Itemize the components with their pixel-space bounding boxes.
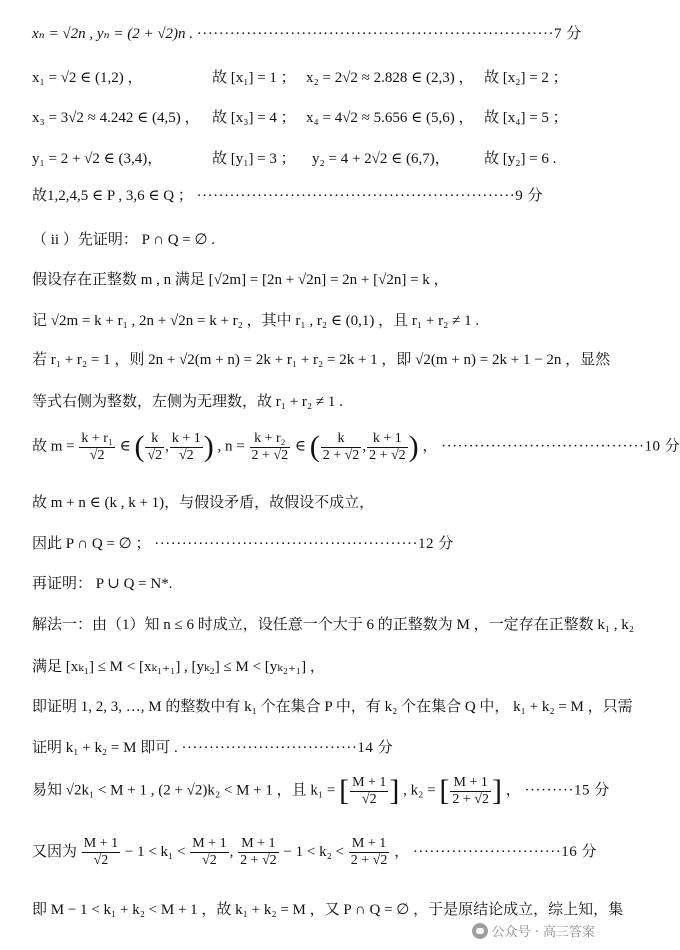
inequality-k2: − 1 < k₂ < — [283, 843, 345, 860]
x3-value: x₃ = 3√2 ≈ 4.242 ∈ (4,5) ， — [32, 110, 200, 126]
line-8 — [32, 309, 591, 330]
assumption-statement: 假设存在正整数 m , n 满足 [√2m] = [2n + √2n] = 2n + [√2n] = k ， — [32, 272, 449, 288]
k2-label: , k₂ = — [403, 782, 436, 799]
fraction-numerator: M + 1 — [453, 774, 488, 790]
fraction-numerator: k — [151, 430, 159, 446]
wechat-icon — [472, 923, 488, 939]
method-one-intro: 解法一：由（1）知 n ≤ 6 时成立，设任意一个大于 6 的正整数为 M ，一定存在正整数 k₁ , k₂ — [32, 617, 635, 633]
x3-floor: 故 [x₃] = 4 ； — [212, 110, 296, 126]
fraction-numerator: k + 1 — [372, 430, 402, 446]
line-18 — [32, 736, 591, 757]
fraction-numerator: M + 1 — [241, 836, 276, 851]
goal-statement: 证明 k₁ + k₂ = M 即可 . — [32, 740, 178, 756]
fraction-lower-bound-n — [321, 431, 362, 464]
x2-floor: 故 [x₂] = 2 ； — [484, 70, 568, 86]
fraction-numerator: k + 1 — [171, 430, 201, 446]
line-11: 故 m = $\frac{\text{k + r₁}}{√2}$ ∈ ( $\frac{k}{√2}$ , $\frac{k + 1}{√2}$ ) , n = $\frac{\text{k + r₂}}{2 + √2}$ ∈ ( $\frac{k}{2 + √2}$ , $\frac{k + 1}{2 + √2}$ ) ， ·····································10 分 — [32, 430, 680, 463]
fraction-denominator: √2 — [82, 852, 120, 869]
fraction-denominator: 2 + √2 — [452, 791, 489, 807]
x1-value: x₁ = √2 ∈ (1,2) ， — [32, 70, 143, 86]
since-label: 又因为 — [32, 843, 78, 860]
row-y1-y2 — [0, 147, 605, 169]
fraction-denominator: √2 — [190, 852, 228, 869]
line-16 — [32, 655, 591, 676]
contradiction-statement: 故 m + n ∈ (k , k + 1)，与假设矛盾，故假设不成立， — [32, 495, 375, 511]
notation-statement: 记 √2m = k + r₁ , 2n + √2n = k + r₂ ，其中 r₁ , r₂ ∈ (0,1) ，且 r₁ + r₂ ≠ 1 . — [32, 313, 480, 329]
fraction-upper-bound-n — [367, 431, 408, 464]
floor-bounds: 满足 [xₖ₁] ≤ M < [xₖ₁₊₁] , [yₖ₂] ≤ M < [yₖ₂₊₁] ， — [32, 659, 325, 675]
fraction-k1 — [350, 775, 388, 808]
line-5 — [32, 184, 591, 205]
line-1 — [32, 22, 591, 43]
fraction-d — [349, 836, 390, 869]
fraction-a — [82, 836, 120, 869]
score-marker-9: ··························································9 分 — [196, 188, 544, 204]
line-6 — [32, 228, 591, 249]
fraction-m — [79, 431, 114, 464]
punctuation: ， — [422, 438, 438, 455]
x1-floor: 故 [x₁] = 1 ； — [212, 70, 296, 86]
inequality-k1: − 1 < k₁ < — [124, 843, 186, 860]
line-15 — [32, 613, 635, 634]
x4-floor: 故 [x₄] = 5 ； — [484, 110, 568, 126]
fraction-numerator: M + 1 — [351, 836, 387, 851]
fraction-numerator: M + 1 — [83, 836, 119, 851]
fraction-numerator: k — [337, 430, 345, 446]
line-20 — [32, 836, 597, 869]
fraction-c — [238, 836, 279, 869]
n-expression-label: , n = — [217, 438, 245, 455]
union-heading: 再证明： P ∪ Q = N*. — [32, 576, 173, 592]
membership-statement: 故1,2,4,5 ∈ P , 3,6 ∈ Q ； — [32, 188, 193, 204]
line-12 — [32, 491, 591, 512]
fraction-denominator: 2 + √2 — [240, 853, 277, 868]
y2-value: y₂ = 4 + 2√2 ∈ (6,7)， — [312, 151, 450, 167]
fraction-denominator: √2 — [350, 791, 388, 808]
score-marker-16: ···························16 分 — [412, 843, 597, 860]
y2-floor: 故 [y₂] = 6 . — [484, 151, 557, 167]
formula-xn-yn: xₙ = √2n , yₙ = (2 + √2)n . — [32, 26, 194, 42]
fraction-denominator: 2 + √2 — [350, 853, 388, 868]
line-13 — [32, 532, 591, 553]
fraction-numerator: M + 1 — [192, 836, 227, 851]
fraction-k2 — [450, 775, 491, 808]
element-of-symbol: ∈ — [119, 438, 131, 455]
part-ii-heading: （ ii ）先证明： P ∩ Q = ∅ . — [32, 232, 216, 248]
fraction-upper-bound — [170, 431, 203, 464]
score-marker-10: ·····································10 分 — [441, 438, 680, 455]
fraction-denominator: 2 + √2 — [322, 447, 360, 463]
fraction-denominator: 2 + √2 — [369, 447, 406, 463]
line-7 — [32, 268, 591, 289]
case-analysis: 若 r₁ + r₂ = 1 ，则 2n + √2(m + n) = 2k + r₁ + r₂ = 2k + 1 ，即 √2(m + n) = 2k + 1 − 2n ，显然 — [32, 352, 611, 368]
m-expression-label: 故 m = — [32, 438, 75, 455]
fraction-denominator: 2 + √2 — [251, 447, 289, 463]
line-19: 易知 √2k₁ < M + 1 , (2 + √2)k₂ < M + 1 ，且 k₁ = [ $\frac{M + 1}{√2}$ ] , k₂ = [ $\frac{M + 1}{2 + √2}$ ] ， ·········15 分 — [32, 774, 610, 807]
irrational-argument: 等式右侧为整数，左侧为无理数，故 r₁ + r₂ ≠ 1 . — [32, 394, 343, 410]
line-21 — [32, 898, 624, 919]
watermark-text: 公众号 · 高三答案 — [491, 925, 595, 940]
fraction-lower-bound — [145, 431, 164, 464]
counting-argument: 即证明 1, 2, 3, …, M 的整数中有 k₁ 个在集合 P 中，有 k₂ 个在集合 Q 中， k₁ + k₂ = M ，只需 — [32, 699, 633, 715]
y1-floor: 故 [y₁] = 3 ； — [212, 151, 296, 167]
line-14 — [32, 572, 591, 593]
score-marker-14: ································14 分 — [181, 740, 394, 756]
line-10 — [32, 390, 591, 411]
line-9 — [32, 348, 611, 369]
score-marker-7: ·································································7 分 — [196, 26, 582, 42]
punctuation: ， — [394, 843, 410, 860]
fraction-numerator: k + r₂ — [254, 430, 286, 446]
x2-value: x₂ = 2√2 ≈ 2.828 ∈ (2,3) ， — [306, 70, 474, 86]
watermark — [472, 921, 595, 940]
score-marker-12: ················································12 分 — [154, 536, 454, 552]
final-conclusion: 即 M − 1 < k₁ + k₂ < M + 1 ，故 k₁ + k₂ = M ，又 P ∩ Q = ∅ ，于是原结论成立，综上知，集 — [32, 902, 624, 918]
fraction-denominator: √2 — [79, 447, 114, 464]
score-marker-15: ·········15 分 — [524, 782, 610, 799]
intersection-conclusion: 因此 P ∩ Q = ∅ ； — [32, 536, 151, 552]
fraction-b — [190, 836, 228, 869]
punctuation: ， — [505, 782, 521, 799]
x4-value: x₄ = 4√2 ≈ 5.656 ∈ (5,6) ， — [306, 110, 474, 126]
fraction-denominator: √2 — [170, 447, 203, 464]
row-x1-x2 — [0, 66, 605, 88]
fraction-denominator: √2 — [147, 447, 163, 463]
line-17 — [32, 695, 633, 716]
row-x3-x4 — [0, 106, 605, 128]
comma: , — [229, 843, 234, 860]
fraction-numerator: k + r₁ — [81, 430, 113, 446]
fraction-n — [250, 431, 291, 464]
k-definition-label: 易知 √2k₁ < M + 1 , (2 + √2)k₂ < M + 1 ，且 k₁ = — [32, 782, 336, 799]
y1-value: y₁ = 2 + √2 ∈ (3,4)， — [32, 151, 163, 167]
fraction-numerator: M + 1 — [352, 774, 387, 790]
